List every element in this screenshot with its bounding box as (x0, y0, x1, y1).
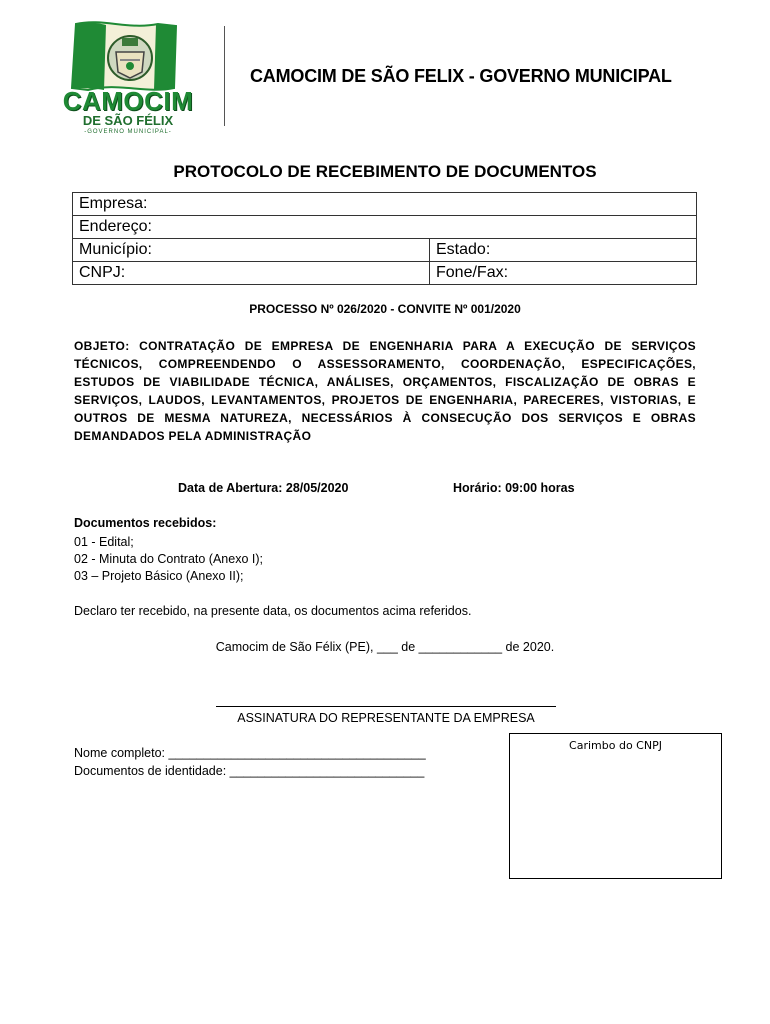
endereco-field[interactable]: Endereço: (73, 216, 697, 239)
opening-time: Horário: 09:00 horas (453, 481, 575, 495)
header-divider (224, 26, 225, 126)
municipio-field[interactable]: Município: (73, 239, 430, 262)
list-item: 02 - Minuta do Contrato (Anexo I); (74, 552, 263, 566)
list-item: 01 - Edital; (74, 535, 134, 549)
signature-line[interactable] (216, 706, 556, 707)
place-date-line[interactable]: Camocim de São Félix (PE), ___ de ____________ de 2020. (215, 640, 555, 654)
cnpj-stamp-box[interactable] (509, 733, 722, 879)
table-row (73, 239, 697, 262)
empresa-field[interactable]: Empresa: (73, 193, 697, 216)
identity-document-field[interactable]: Documentos de identidade: ____________________________ (74, 764, 425, 778)
estado-field[interactable]: Estado: (430, 239, 697, 262)
table-row (73, 193, 697, 216)
table-row (73, 216, 697, 239)
documents-heading: Documentos recebidos: (74, 516, 217, 530)
full-name-field[interactable]: Nome completo: _____________________________________ (74, 746, 426, 760)
table-row (73, 262, 697, 285)
cnpj-field[interactable]: CNPJ: (73, 262, 430, 285)
signature-label: ASSINATURA DO REPRESENTANTE DA EMPRESA (237, 711, 535, 725)
logo-line-camocim: CAMOCIM (62, 86, 194, 116)
fone-fax-field[interactable]: Fone/Fax: (430, 262, 697, 285)
header-title: CAMOCIM DE SÃO FELIX - GOVERNO MUNICIPAL (250, 66, 672, 86)
logo-line-sao-felix: DE SÃO FÉLIX (82, 113, 174, 128)
company-info-table (72, 192, 697, 285)
list-item: 03 – Projeto Básico (Anexo II); (74, 569, 244, 583)
process-number: PROCESSO Nº 026/2020 - CONVITE Nº 001/2020 (249, 302, 521, 316)
logo-wordmark (62, 88, 194, 137)
object-description: OBJETO: CONTRATAÇÃO DE EMPRESA DE ENGENHARIA PARA A EXECUÇÃO DE SERVIÇOS TÉCNICOS, COMPREENDENDO O ASSESSORAMENTO, COORDENAÇÃO, ESPECIFICAÇÕES, ESTUDOS DE VIABILIDADE TÉCNICA, ANÁLISES, ORÇAMENTOS, FISCALIZAÇÃO DE OBRAS E SERVIÇOS, LAUDOS, LEVANTAMENTOS, PROJETOS DE ENGENHARIA, PARECERES, VISTORIAS, E OUTROS DE MESMA NATUREZA, NECESSÁRIOS À CONSECUÇÃO DOS SERVIÇOS E OBRAS DEMANDADOS PELA ADMINISTRAÇÃO (74, 339, 696, 443)
logo-line-governo: -GOVERNO MUNICIPAL- (84, 129, 172, 135)
declaration-text: Declaro ter recebido, na presente data, os documentos acima referidos. (74, 604, 472, 618)
page-title: PROTOCOLO DE RECEBIMENTO DE DOCUMENTOS (173, 162, 597, 181)
documents-list (74, 534, 263, 585)
stamp-label: Carimbo do CNPJ (569, 739, 662, 752)
opening-date: Data de Abertura: 28/05/2020 (178, 481, 349, 495)
